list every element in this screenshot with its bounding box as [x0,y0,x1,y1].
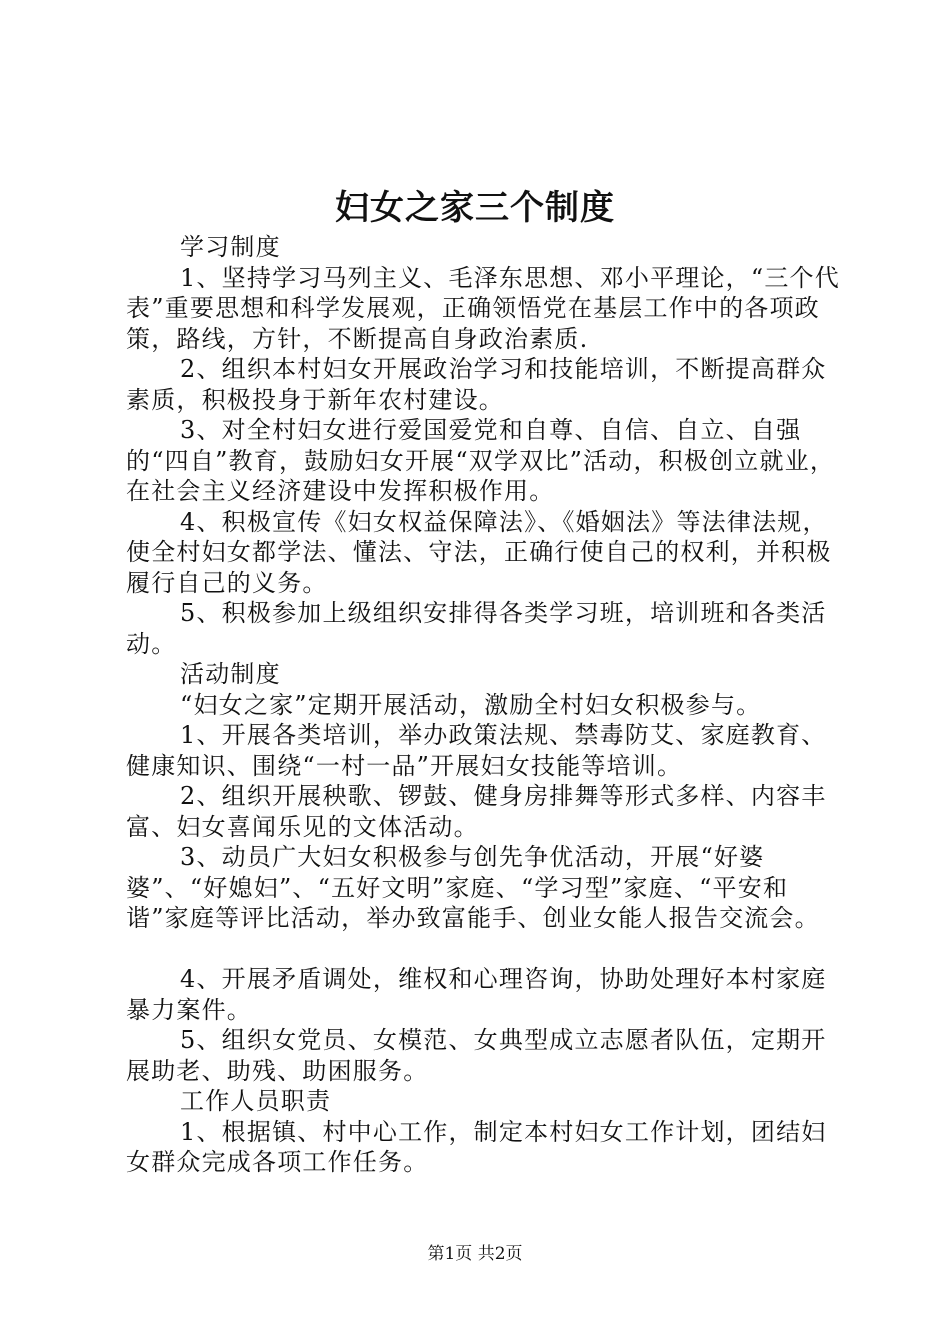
activity-item-1: 1、开展各类培训，举办政策法规、禁毒防艾、家庭教育、健康知识、围绕“一村一品”开展妇女技能等培训。 [126,721,827,780]
activity-item-4: 4、开展矛盾调处，维权和心理咨询，协助处理好本村家庭暴力案件。 [126,965,827,1024]
study-item-2: 2、组织本村妇女开展政治学习和技能培训，不断提高群众素质，积极投身于新年农村建设。 [126,355,827,414]
page-footer: 第1页 共2页 [427,1244,523,1264]
section-heading-study: 学习制度 [180,233,281,261]
section-heading-activity: 活动制度 [180,660,281,688]
activity-item-3: 3、动员广大妇女积极参与创先争优活动，开展“好婆婆”、“好媳妇”、“五好文明”家庭、“学习型”家庭、“平安和谐”家庭等评比活动，举办致富能手、创业女能人报告交流会。 [126,843,820,932]
blank-line [126,934,850,965]
activity-item-5: 5、组织女党员、女模范、女典型成立志愿者队伍，定期开展助老、助残、助困服务。 [126,1026,827,1085]
document-title: 妇女之家三个制度 [335,188,615,228]
staff-item-1: 1、根据镇、村中心工作，制定本村妇女工作计划，团结妇女群众完成各项工作任务。 [126,1117,827,1176]
study-item-3: 3、对全村妇女进行爱国爱党和自尊、自信、自立、自强的“四自”教育，鼓励妇女开展“双学双比”活动，积极创立就业，在社会主义经济建设中发挥积极作用。 [126,416,836,505]
activity-item-2: 2、组织开展秧歌、锣鼓、健身房排舞等形式多样、内容丰富、妇女喜闻乐见的文体活动。 [126,782,827,841]
study-item-1: 1、坚持学习马列主义、毛泽东思想、邓小平理论，“三个代表”重要思想和科学发展观，正确领悟党在基层工作中的各项政策，路线，方针，不断提高自身政治素质. [126,263,840,353]
study-item-5: 5、积极参加上级组织安排得各类学习班，培训班和各类活动。 [126,599,827,658]
activity-intro: “妇女之家”定期开展活动，激励全村妇女积极参与。 [180,690,762,719]
section-heading-staff: 工作人员职责 [180,1087,332,1115]
study-item-4: 4、积极宣传《妇女权益保障法》、《婚姻法》等法律法规，使全村妇女都学法、懂法、守法，正确行使自己的权利，并积极履行自己的义务。 [126,507,832,597]
document-body [126,232,850,1178]
